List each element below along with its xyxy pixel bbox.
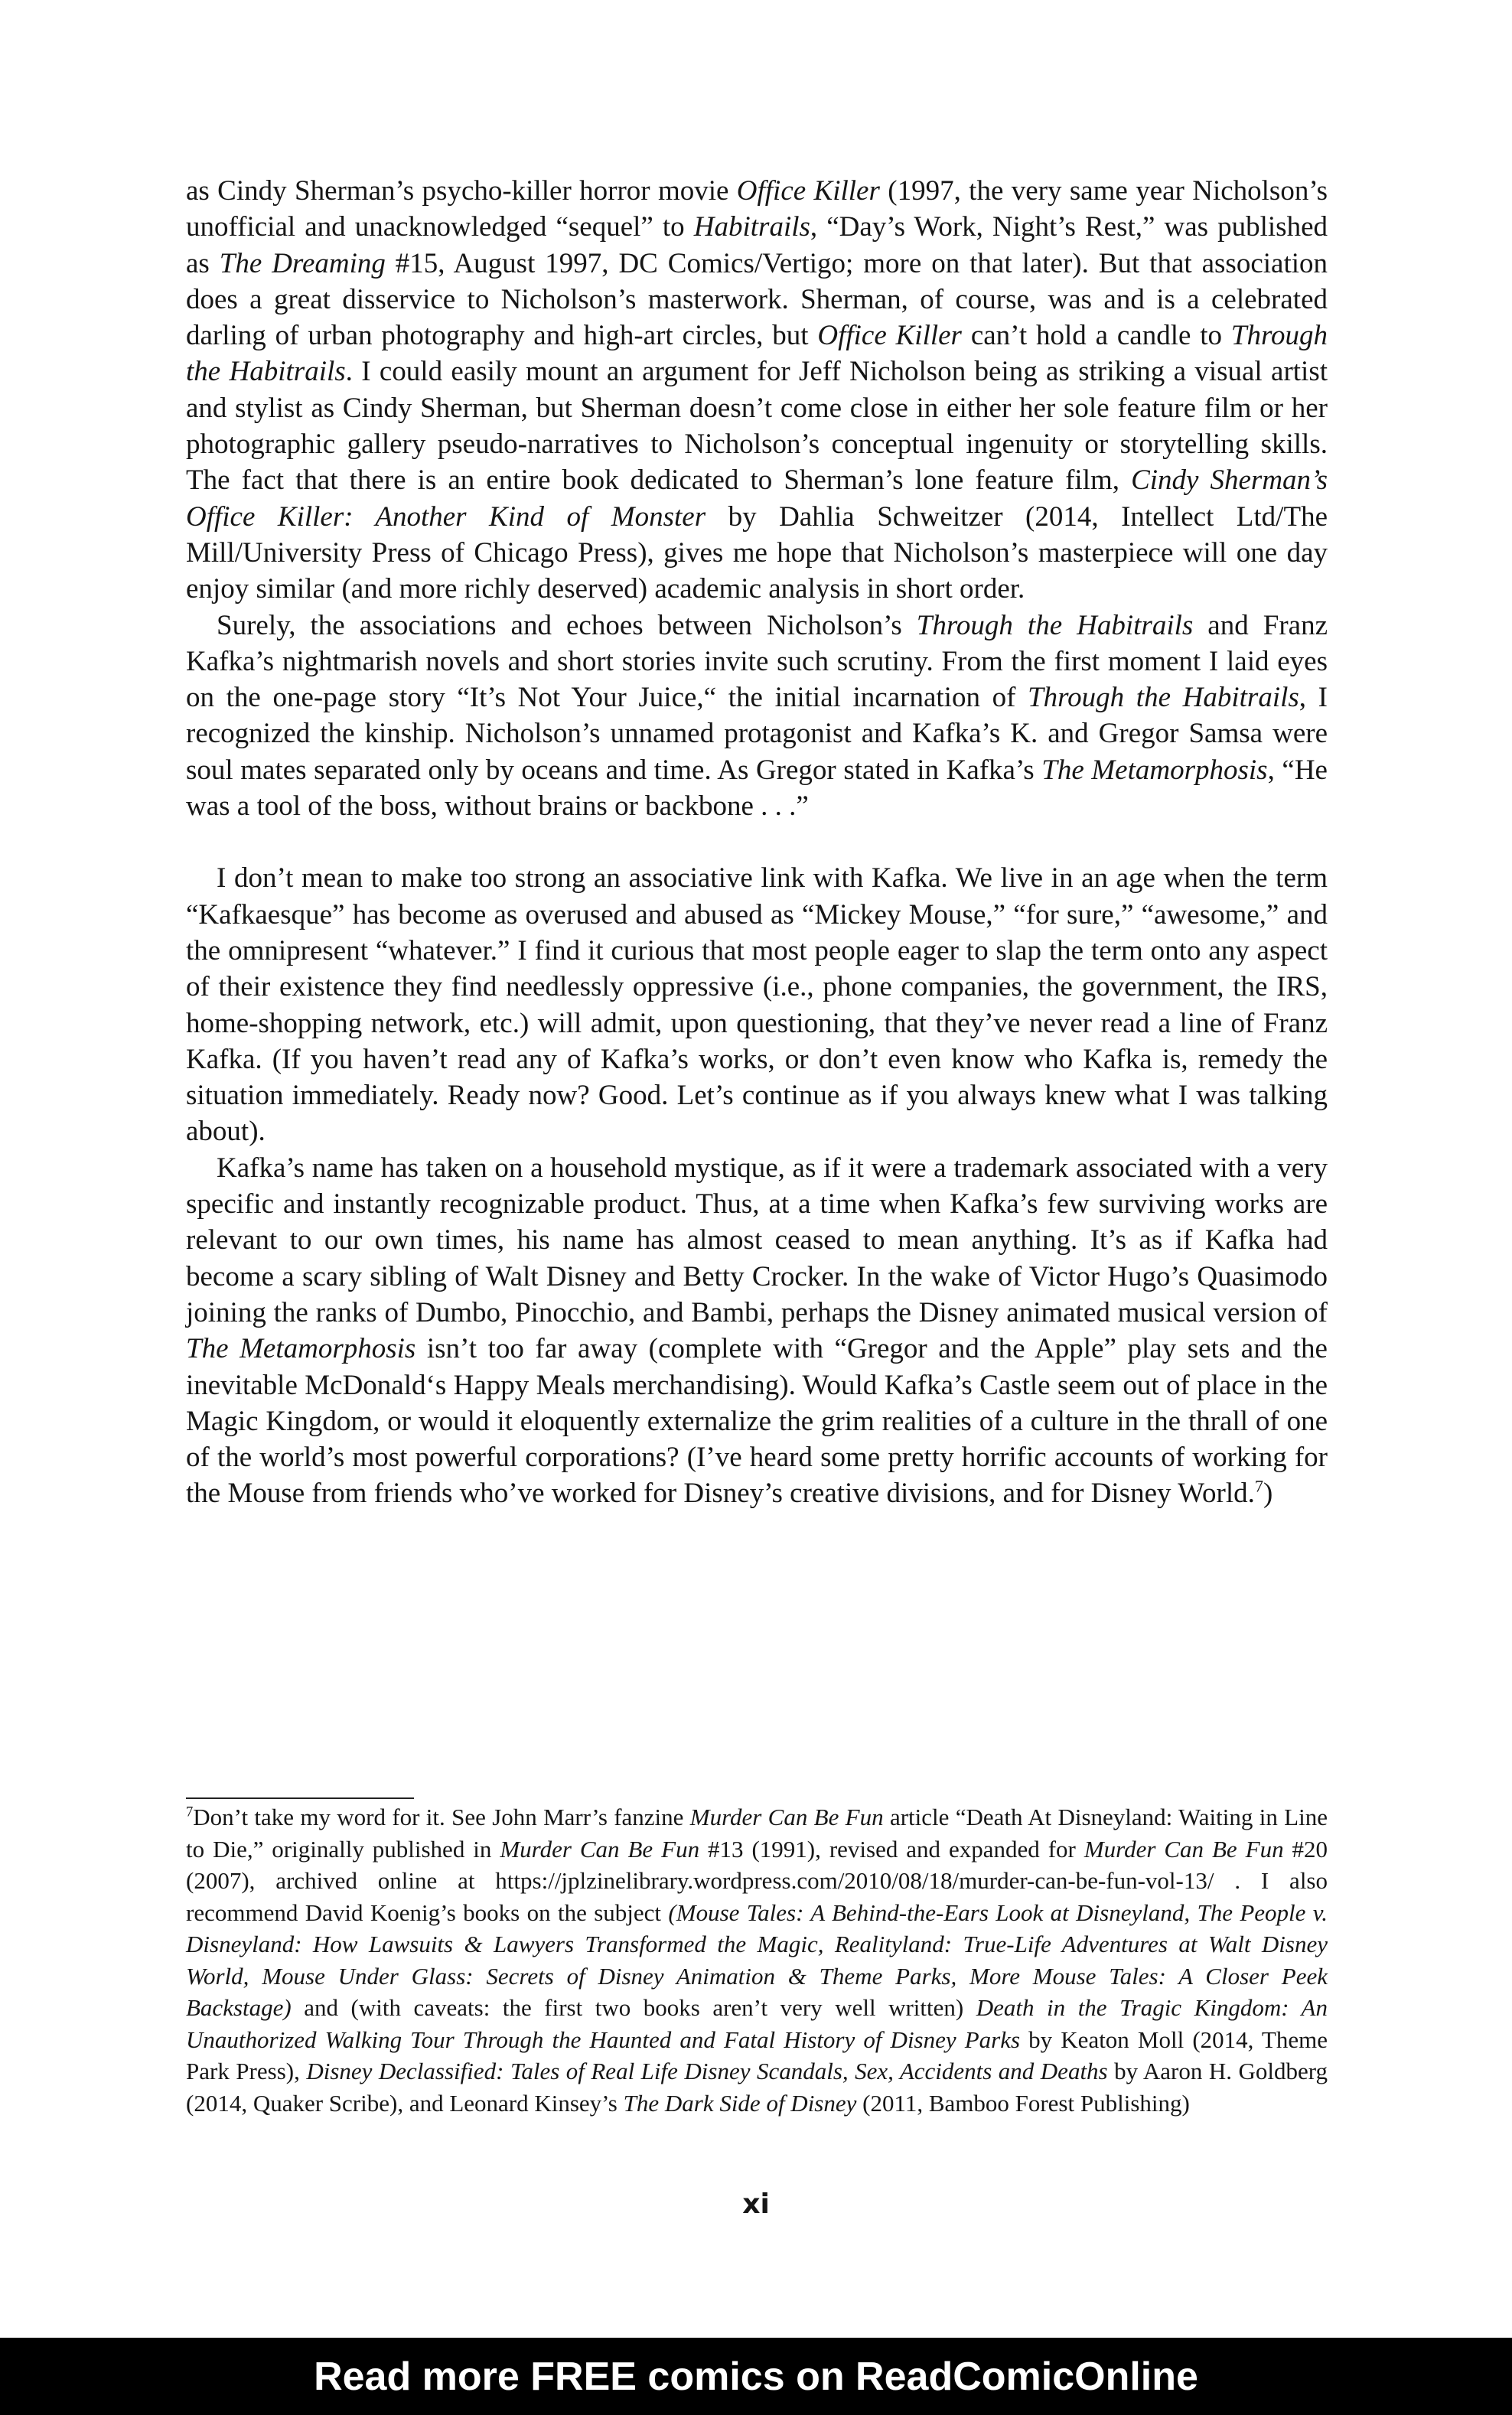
- promo-banner-text[interactable]: Read more FREE comics on ReadComicOnline: [314, 2354, 1198, 2399]
- footnote-text: [186, 1804, 1328, 2117]
- text-run: #20 (2007), archived online at https://jplzinelibrary.wordpress.com/2010/08/18/murder-can-be-fun-vol-13/ . I also recommend David Koenig’s books on the subject: [186, 1835, 1328, 1926]
- italic-text: Through the Habitrails: [186, 320, 1328, 388]
- footnote-marker: 7: [186, 1804, 194, 1820]
- text-run: article “Death At Disneyland: Waiting in Line to Die,” originally published in: [186, 1804, 1328, 1863]
- italic-text: Through the Habitrails: [1028, 682, 1299, 714]
- italic-text: The Metamorphosis: [1041, 754, 1268, 786]
- text-run: isn’t too far away (complete with “Gregor and the Apple” play sets and the inevitable McDonald‘s Happy Meals merchandising). Would Kafka’s Castle seem out of place in the Magic Kingdom, or would it eloquently externalize the grim realities of a culture in the thrall of one of the world’s most powerful corporations? (I’ve heard some pretty horrific accounts of working for the Mouse from friends who’ve worked for Disney’s creative divisions, and for Disney World.: [186, 1333, 1328, 1510]
- paragraph-3: [186, 860, 1328, 1149]
- text-run: #15, August 1997, DC Comics/Vertigo; more on that later). But that association does a great disservice to Nicholson’s masterwork. Sherman, of course, was and is a celebrated darling of urban photography and high-art circles, but: [186, 247, 1328, 352]
- text-run: (1997, the very same year Nicholson’s unofficial and unacknowledged “sequel” to: [186, 175, 1328, 243]
- text-run: by Aaron H. Goldberg (2014, Quaker Scribe), and Leonard Kinsey’s: [186, 2058, 1328, 2117]
- italic-text: Murder Can Be Fun: [689, 1804, 884, 1830]
- italic-text: Habitrails: [693, 211, 810, 243]
- page-number: xi: [742, 2188, 770, 2220]
- italic-text: Through the Habitrails: [916, 609, 1194, 641]
- text-run: Surely, the associations and echoes between Nicholson’s: [217, 609, 917, 641]
- text-run: and (with caveats: the first two books aren’t very well written): [291, 1994, 976, 2021]
- italic-text: Murder Can Be Fun: [500, 1835, 700, 1863]
- italic-text: Disney Declassified: Tales of Real Life Disney Scandals, Sex, Accidents and Deaths: [306, 2058, 1108, 2084]
- text-run: and Franz Kafka’s nightmarish novels and short stories invite such scrutiny. From the first moment I laid eyes on the one-page story “It’s Not Your Juice,“ the initial incarnation of: [186, 609, 1328, 714]
- italic-text: (Mouse Tales: A Behind-the-Ears Look at Disneyland, The People v. Disneyland: How Lawsuits & Lawyers Transformed the Magic, Realityland: True-Life Adventures at Walt Disney World, Mouse Under Glass: Secrets of Disney Animation & Theme Parks, More Mouse Tales: A Closer Peek Backstage): [186, 1898, 1328, 2021]
- text-run: #13 (1991), revised and expanded for: [699, 1835, 1084, 1863]
- paragraph-2: [186, 608, 1328, 825]
- text-run: can’t hold a candle to: [961, 320, 1231, 352]
- text-run: , “He was a tool of the boss, without brains or backbone . . .”: [186, 754, 1328, 823]
- promo-banner[interactable]: [0, 2338, 1512, 2415]
- paragraph-4: [186, 1150, 1328, 1512]
- text-run: Kafka’s name has taken on a household mystique, as if it were a trademark associated with a very specific and instantly recognizable product. Thus, at a time when Kafka’s few surviving works are relevant to our own times, his name has almost ceased to mean anything. It’s as if Kafka had become a scary sibling of Walt Disney and Betty Crocker. In the wake of Victor Hugo’s Quasimodo joining the ranks of Dumbo, Pinocchio, and Bambi, perhaps the Disney animated musical version of: [186, 1152, 1328, 1328]
- footnote: [186, 1801, 1328, 2119]
- text-run: , “Day’s Work, Night’s Rest,” was published as: [186, 211, 1328, 279]
- text-run: (2011, Bamboo Forest Publishing): [856, 2089, 1190, 2117]
- italic-text: The Dreaming: [219, 247, 386, 279]
- footnote-rule: [186, 1797, 414, 1799]
- body-text: [186, 173, 1328, 1512]
- text-run: by Dahlia Schweitzer (2014, Intellect Ltd/The Mill/University Press of Chicago Press), gives me hope that Nicholson’s masterpiece will one day enjoy similar (and more richly deserved) academic analysis in short order.: [186, 500, 1328, 605]
- text-run: Don’t take my word for it. See John Marr’s fanzine: [193, 1804, 690, 1830]
- italic-text: The Metamorphosis: [186, 1333, 416, 1365]
- text-run: ): [1263, 1478, 1273, 1510]
- text-run: as Cindy Sherman’s psycho-killer horror movie: [186, 175, 737, 207]
- italic-text: The Dark Side of Disney: [623, 2089, 857, 2117]
- text-run: , I recognized the kinship. Nicholson’s unnamed protagonist and Kafka’s K. and Gregor Samsa were soul mates separated only by oceans and time. As Gregor stated in Kafka’s: [186, 682, 1328, 786]
- text-run: . I could easily mount an argument for Jeff Nicholson being as striking a visual artist and stylist as Cindy Sherman, but Sherman doesn’t come close in either her sole feature film or her photographic gallery pseudo-narratives to Nicholson’s conceptual ingenuity or storytelling skills. The fact that there is an entire book dedicated to Sherman’s lone feature film,: [186, 356, 1328, 497]
- paragraph-1: [186, 173, 1328, 608]
- italic-text: Office Killer: [736, 175, 880, 207]
- text-run: I don’t mean to make too strong an associative link with Kafka. We live in an age when the term “Kafkaesque” has become as overused and abused as “Mickey Mouse,” “for sure,” “awesome,” and the omnipresent “whatever.” I find it curious that most people eager to slap the term onto any aspect of their existence they find needlessly oppressive (i.e., phone companies, the government, the IRS, home-shopping network, etc.) will admit, upon questioning, that they’ve never read a line of Franz Kafka. (If you haven’t read any of Kafka’s works, or don’t even know who Kafka is, remedy the situation immediately. Ready now? Good. Let’s continue as if you always knew what I was talking about).: [186, 862, 1328, 1148]
- footnote-ref: 7: [1254, 1477, 1263, 1497]
- italic-text: Office Killer: [817, 320, 962, 352]
- italic-text: Death in the Tragic Kingdom: An Unauthorized Walking Tour Through the Haunted and Fatal History of Disney Parks: [186, 1994, 1328, 2053]
- italic-text: Murder Can Be Fun: [1083, 1835, 1284, 1863]
- text-run: by Keaton Moll (2014, Theme Park Press),: [186, 2026, 1328, 2084]
- italic-text: Cindy Sherman’s Office Killer: Another Kind of Monster: [186, 464, 1328, 533]
